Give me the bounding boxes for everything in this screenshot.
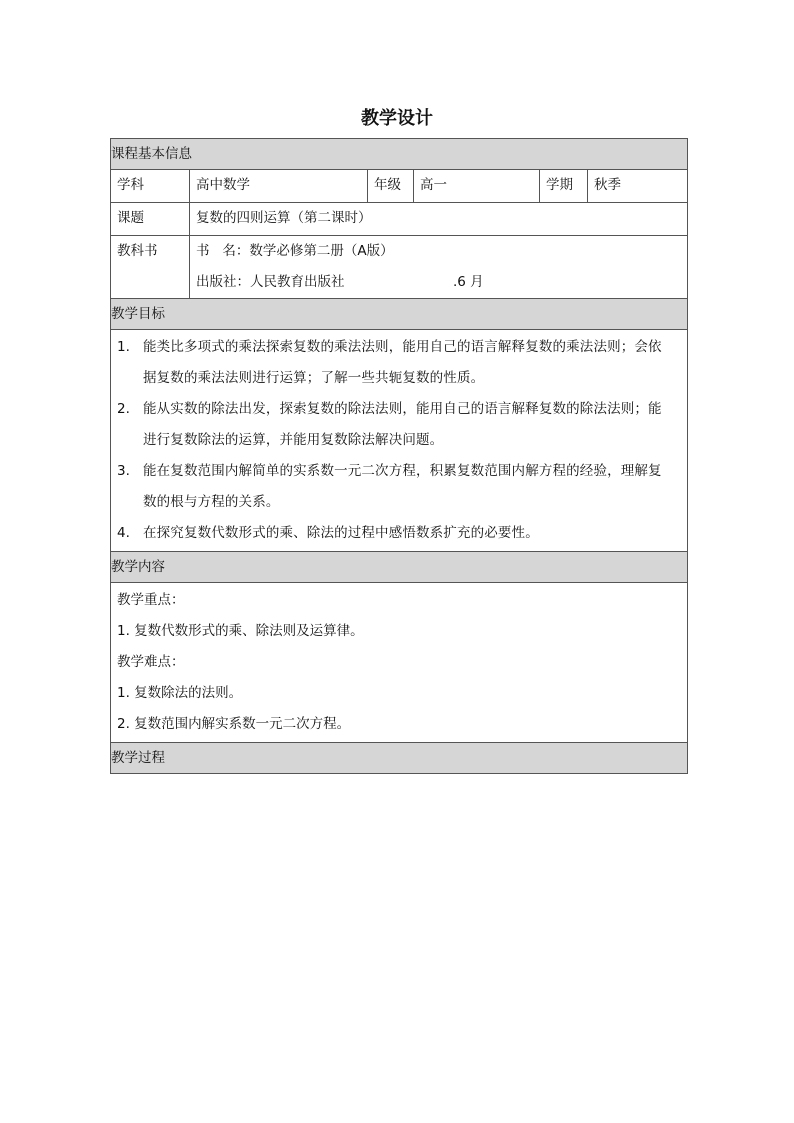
goal-item: [117, 518, 681, 549]
goal-text-line: 数的根与方程的关系。: [143, 494, 280, 510]
topic-value: 复数的四则运算（第二课时）: [189, 203, 687, 235]
section-basic-info: 课程基本信息: [111, 139, 687, 169]
publisher-line: [196, 267, 687, 298]
goal-text-line: 能在复数范围内解简单的实系数一元二次方程，积累复数范围内解方程的经验，理解复: [143, 463, 662, 479]
publisher: 出版社：人民教育出版社: [196, 274, 345, 290]
goal-item: [117, 456, 681, 518]
goal-text-line: 能类比多项式的乘法探索复数的乘法法则，能用自己的语言解释复数的乘法法则；会依: [143, 339, 662, 355]
info-row-textbook: [111, 235, 687, 298]
difficulty-item: 1. 复数除法的法则。: [117, 685, 243, 701]
section-goals: 教学目标: [111, 298, 687, 329]
document-title: 教学设计: [361, 108, 433, 129]
textbook-details: [189, 236, 687, 298]
term-value: 秋季: [587, 170, 687, 202]
goal-item: [117, 394, 681, 456]
difficulty-item: 2. 复数范围内解实系数一元二次方程。: [117, 716, 351, 732]
book-name-line: [196, 236, 687, 267]
topic-label: 课题: [117, 210, 144, 226]
subject-value: 高中数学: [189, 170, 367, 202]
grade-value: 高一: [413, 170, 539, 202]
info-row-topic: [111, 202, 687, 235]
goal-text-line: 进行复数除法的运算，并能用复数除法解决问题。: [143, 432, 444, 448]
key-point-item: 1. 复数代数形式的乘、除法则及运算律。: [117, 623, 364, 639]
goal-number: 2.: [117, 401, 130, 417]
goal-item: [117, 332, 681, 394]
difficulty-label: 教学难点：: [117, 654, 185, 670]
goal-number: 3.: [117, 463, 130, 479]
goals-block: [111, 329, 687, 551]
info-row-subject: [111, 169, 687, 202]
key-points-label: 教学重点：: [117, 592, 185, 608]
goal-text-line: 据复数的乘法法则进行运算；了解一些共轭复数的性质。: [143, 370, 485, 386]
goal-text-line: 能从实数的除法出发，探索复数的除法法则，能用自己的语言解释复数的除法法则；能: [143, 401, 662, 417]
subject-label: 学科: [117, 177, 144, 193]
goal-text-line: 在探究复数代数形式的乘、除法的过程中感悟数系扩充的必要性。: [143, 525, 539, 541]
book-name: 书 名：数学必修第二册（A版）: [196, 243, 394, 259]
publish-date: .6 月: [453, 274, 484, 290]
content-block: [111, 582, 687, 742]
section-process: 教学过程: [111, 742, 687, 773]
grade-label: 年级: [367, 170, 413, 202]
goal-number: 4.: [117, 525, 130, 541]
section-content: 教学内容: [111, 551, 687, 582]
lesson-plan-table: [110, 138, 688, 774]
goal-number: 1.: [117, 339, 130, 355]
term-label: 学期: [539, 170, 587, 202]
textbook-label: 教科书: [117, 243, 158, 259]
